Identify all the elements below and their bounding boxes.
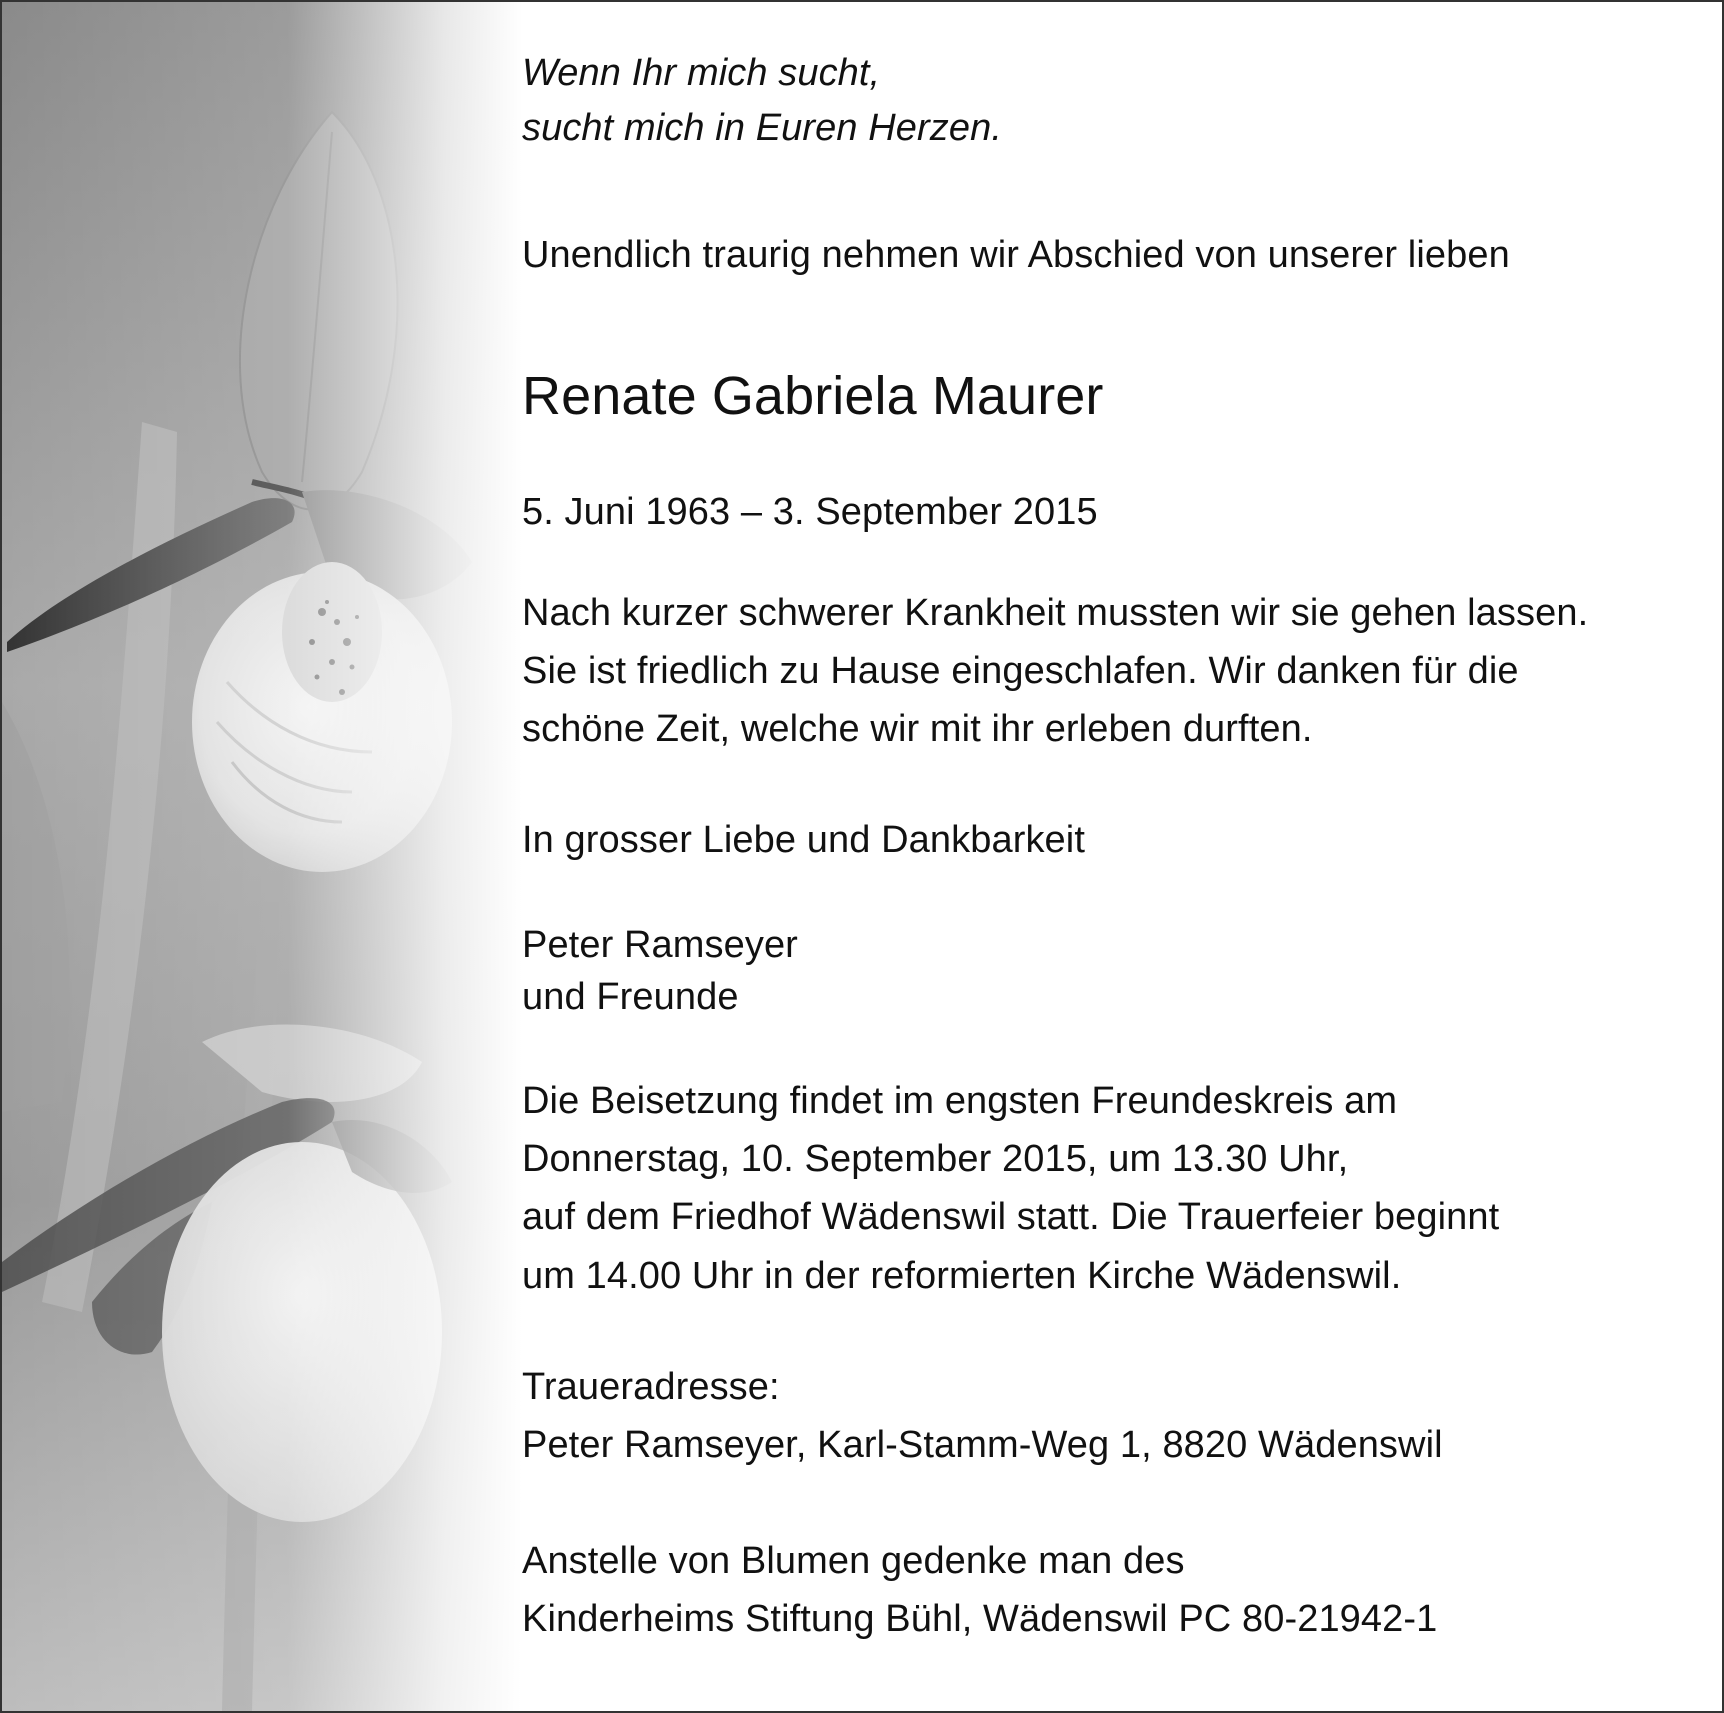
motto-line: Wenn Ihr mich sucht,	[522, 52, 881, 94]
address-value: Peter Ramseyer, Karl-Stamm-Weg 1, 8820 Wädenswil	[522, 1424, 1443, 1466]
closing-line: In grosser Liebe und Dankbarkeit	[522, 819, 1085, 861]
funeral-line: auf dem Friedhof Wädenswil statt. Die Trauerfeier beginnt	[522, 1196, 1500, 1238]
life-dates: 5. Juni 1963 – 3. September 2015	[522, 491, 1098, 533]
motto-line: sucht mich in Euren Herzen.	[522, 107, 1003, 149]
message-line: Nach kurzer schwerer Krankheit mussten wir sie gehen lassen.	[522, 592, 1589, 634]
intro-line: Unendlich traurig nehmen wir Abschied von unserer lieben	[522, 234, 1510, 276]
funeral-line: Donnerstag, 10. September 2015, um 13.30 Uhr,	[522, 1138, 1349, 1180]
message-line: Sie ist friedlich zu Hause eingeschlafen. Wir danken für die	[522, 650, 1519, 692]
orchid-flower-photo	[2, 2, 522, 1711]
donation-line: Kinderheims Stiftung Bühl, Wädenswil PC 80-21942-1	[522, 1598, 1438, 1640]
donation-line: Anstelle von Blumen gedenke man des	[522, 1540, 1185, 1582]
signer-line: Peter Ramseyer	[522, 924, 798, 966]
signer-line: und Freunde	[522, 976, 739, 1018]
deceased-name: Renate Gabriela Maurer	[522, 366, 1104, 426]
message-line: schöne Zeit, welche wir mit ihr erleben durften.	[522, 708, 1313, 750]
obituary-text	[522, 2, 1702, 1711]
funeral-line: um 14.00 Uhr in der reformierten Kirche Wädenswil.	[522, 1255, 1402, 1297]
funeral-line: Die Beisetzung findet im engsten Freundeskreis am	[522, 1080, 1398, 1122]
address-label: Traueradresse:	[522, 1366, 780, 1408]
